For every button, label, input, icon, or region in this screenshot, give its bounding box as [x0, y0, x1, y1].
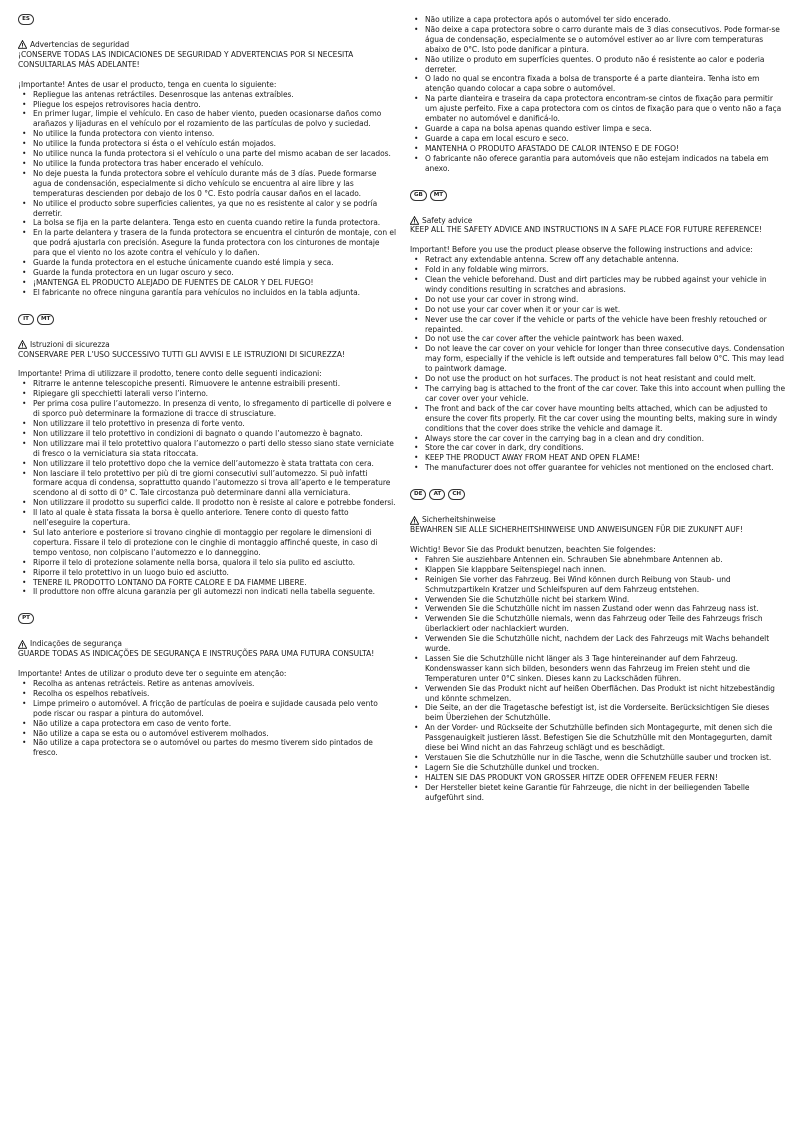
- instruction-list: [410, 255, 787, 473]
- bullet-icon: •: [414, 463, 419, 473]
- list-item: [410, 94, 787, 124]
- list-item-text: Do not use your car cover when it or your car is wet.: [425, 304, 621, 314]
- bullet-icon: •: [414, 554, 419, 564]
- list-item-text: An der Vorder- und Rückseite der Schutzhülle befinden sich Montagegurte, mit denen sich die Passgenauigkeit justieren lässt. Befestigen Sie die Schutzhülle mit den Montagegurten, damit diese bei Wind nicht an das Fahrzeug schlägt und es beschädigt.: [425, 723, 773, 753]
- spacer: [410, 501, 787, 515]
- list-item-text: Guarde a capa em local escuro e seco.: [425, 133, 569, 143]
- bullet-icon: •: [414, 683, 419, 693]
- list-item-text: Não utilize o produto em superfícies quentes. O produto não é resistente ao calor e poderia derreter.: [425, 54, 765, 74]
- list-item: [410, 374, 787, 384]
- list-item: [410, 555, 787, 565]
- section-heading: [18, 340, 396, 350]
- list-item: [410, 265, 787, 275]
- bullet-icon: •: [22, 168, 27, 178]
- list-item-text: Klappen Sie klappbare Seitenspiegel nach innen.: [425, 564, 607, 574]
- bullet-icon: •: [414, 723, 419, 733]
- list-item-text: Repliegue las antenas retráctiles. Desenrosque las antenas extraíbles.: [33, 89, 294, 99]
- bullet-icon: •: [22, 129, 27, 139]
- list-item: [410, 144, 787, 154]
- bullet-icon: •: [414, 772, 419, 782]
- list-item: [410, 344, 787, 374]
- list-item: [410, 384, 787, 404]
- bullet-icon: •: [22, 508, 27, 518]
- list-item-text: No deje puesta la funda protectora sobre el vehículo durante más de 3 días. Puede formarse agua de condensación, especialmente si dicho vehículo se encuentra al aire libre y las temperaturas descienden por debajo de los 0 °C. Esto podría causar daños en el lacado.: [33, 168, 377, 198]
- bullet-icon: •: [414, 143, 419, 153]
- bullet-icon: •: [22, 567, 27, 577]
- bullet-icon: •: [414, 374, 419, 384]
- bullet-icon: •: [414, 133, 419, 143]
- bullet-icon: •: [414, 653, 419, 663]
- bullet-icon: •: [414, 604, 419, 614]
- list-item: [18, 738, 396, 758]
- bullet-icon: •: [414, 782, 419, 792]
- spacer: [18, 298, 396, 314]
- section-subheading: ¡CONSERVE TODAS LAS INDICACIONES DE SEGURIDAD Y ADVERTENCIAS POR SI NECESITA CONSULTARLAS MÁS ADELANTE!: [18, 49, 354, 69]
- list-item-text: Guarde a capa na bolsa apenas quando estiver limpa e seca.: [425, 123, 652, 133]
- list-item-text: Non utilizzare il telo protettivo in condizioni di bagnato o quando l’automezzo è bagnato.: [33, 428, 363, 438]
- list-item: [18, 149, 396, 159]
- language-badge-gb: GB: [410, 190, 427, 201]
- bullet-icon: •: [414, 384, 419, 393]
- warning-triangle-icon: [18, 40, 27, 49]
- list-item-text: En primer lugar, limpie el vehículo. En caso de haber viento, pueden ocasionarse daños como arañazos y lijaduras en el vehículo por el rozamiento de las partículas de polvo y suciedad.: [33, 109, 382, 129]
- list-item-text: Não utilize a capa protectora após o automóvel ter sido encerado.: [425, 15, 671, 24]
- list-item: [18, 689, 396, 699]
- list-item: [18, 109, 396, 129]
- bullet-icon: •: [22, 277, 27, 287]
- left-column: [18, 0, 396, 758]
- bullet-icon: •: [414, 294, 419, 304]
- list-item: [410, 434, 787, 444]
- bullet-icon: •: [414, 762, 419, 772]
- list-item-text: Never use the car cover if the vehicle or parts of the vehicle have been freshly retouched or repainted.: [425, 314, 767, 334]
- section-intro: Importante! Antes de utilizar o produto deve ter o seguinte em atenção:: [18, 669, 287, 679]
- list-item-text: Verwenden Sie die Schutzhülle nicht im nassen Zustand oder wenn das Fahrzeug nass ist.: [425, 604, 759, 614]
- bullet-icon: •: [22, 498, 27, 508]
- list-item-text: Recolha as antenas retrácteis. Retire as antenas amovíveis.: [33, 679, 255, 689]
- list-item-text: No utilice nunca la funda protectora si el vehículo o una parte del mismo acaban de ser lacados.: [33, 149, 391, 159]
- bullet-icon: •: [414, 614, 419, 624]
- warning-triangle-icon: [18, 340, 27, 349]
- list-item-text: Fold in any foldable wing mirrors.: [425, 265, 549, 275]
- list-item: [410, 124, 787, 134]
- bullet-icon: •: [22, 557, 27, 567]
- list-item: [18, 699, 396, 719]
- list-item: [410, 654, 787, 684]
- list-item-text: Verstauen Sie die Schutzhülle nur in die Tasche, wenn die Schutzhülle sauber und trocken ist.: [425, 753, 772, 762]
- section-heading: [410, 216, 787, 226]
- language-badge-ch: CH: [448, 489, 465, 500]
- list-item: [410, 565, 787, 575]
- list-item: [410, 295, 787, 305]
- bullet-icon: •: [22, 698, 27, 708]
- list-item: [410, 275, 787, 295]
- list-item: [410, 604, 787, 614]
- list-item-text: Non utilizzare il prodotto su superfici calde. Il prodotto non è resiste al calore e potrebbe fondersi.: [33, 498, 396, 508]
- list-item-text: Reinigen Sie vorher das Fahrzeug. Bei Wind können durch Reibung von Staub- und Schmutzpartikeln Kratzer und Schleifspuren auf dem Fahrzeug entstehen.: [425, 574, 731, 594]
- list-item: [18, 587, 396, 597]
- bullet-icon: •: [414, 334, 419, 344]
- list-item-text: Verwenden Sie das Produkt nicht auf heißen Oberflächen. Das Produkt ist nicht hitzebeständig und könnte schmelzen.: [425, 683, 775, 703]
- instruction-list: [410, 15, 787, 174]
- list-item-text: Riporre il telo di protezione solamente nella borsa, qualora il telo sia pulito ed asciutto.: [33, 557, 356, 567]
- bullet-icon: •: [22, 109, 27, 119]
- list-item: [410, 463, 787, 473]
- list-item-text: Pliegue los espejos retrovisores hacia dentro.: [33, 99, 201, 109]
- section-heading: [410, 515, 787, 525]
- list-item-text: Lagern Sie die Schutzhülle dunkel und trocken.: [425, 762, 600, 772]
- list-item: [18, 228, 396, 258]
- list-item-text: Retract any extendable antenna. Screw off any detachable antenna.: [425, 255, 679, 265]
- spacer: [18, 659, 396, 669]
- list-item: [410, 703, 787, 723]
- list-item: [18, 278, 396, 288]
- section-intro: Important! Before you use the product please observe the following instructions and advice:: [410, 245, 753, 255]
- list-item-text: Il lato al quale è stata fissata la borsa è quello anteriore. Tenere conto di questo fatto nell’eseguire la copertura.: [33, 508, 349, 528]
- bullet-icon: •: [22, 468, 27, 478]
- warning-triangle-icon: [410, 216, 419, 225]
- list-item: [18, 268, 396, 278]
- bullet-icon: •: [414, 574, 419, 584]
- bullet-icon: •: [22, 198, 27, 208]
- list-item-text: Non utilizzare il telo protettivo dopo che la vernice dell’automezzo è stata trattata con cera.: [33, 458, 374, 468]
- bullet-icon: •: [22, 428, 27, 438]
- bullet-icon: •: [414, 24, 419, 34]
- bullet-icon: •: [22, 458, 27, 468]
- instruction-list: [18, 679, 396, 758]
- warning-triangle-icon: [410, 516, 419, 525]
- language-badge-es: ES: [18, 14, 34, 25]
- spacer: [410, 535, 787, 545]
- section-subheading: KEEP ALL THE SAFETY ADVICE AND INSTRUCTIONS IN A SAFE PLACE FOR FUTURE REFERENCE!: [410, 225, 763, 235]
- section-heading-text: Safety advice: [422, 215, 473, 225]
- bullet-icon: •: [414, 703, 419, 713]
- right-column: [410, 0, 787, 803]
- list-item-text: La bolsa se fija en la parte delantera. Tenga esto en cuenta cuando retire la funda protectora.: [33, 218, 381, 228]
- bullet-icon: •: [22, 267, 27, 277]
- list-item-text: Verwenden Sie die Schutzhülle nicht, nachdem der Lack des Fahrzeugs mit Wachs behandelt wurde.: [425, 634, 770, 654]
- section-intro: ¡Importante! Antes de usar el producto, tenga en cuenta lo siguiente:: [18, 79, 277, 89]
- list-item: [410, 753, 787, 763]
- bullet-icon: •: [414, 94, 419, 104]
- bullet-icon: •: [22, 399, 27, 409]
- list-item-text: No utilice el producto sobre superficies calientes, ya que no es resistente al calor y se podría derretir.: [33, 198, 378, 218]
- bullet-icon: •: [22, 258, 27, 268]
- section-heading: [18, 40, 396, 50]
- list-item-text: Clean the vehicle beforehand. Dust and dirt particles may be rubbed against your vehicle in windy conditions resulting in scratches and abrasions.: [425, 275, 767, 294]
- bullet-icon: •: [414, 634, 419, 644]
- list-item: [410, 315, 787, 335]
- list-item: [410, 634, 787, 654]
- spacer: [18, 625, 396, 639]
- list-item: [410, 404, 787, 434]
- language-badges: [18, 314, 396, 326]
- list-item: [18, 100, 396, 110]
- list-item: [18, 389, 396, 399]
- bullet-icon: •: [414, 403, 419, 413]
- language-badges: [410, 190, 787, 202]
- bullet-icon: •: [414, 123, 419, 133]
- bullet-icon: •: [22, 228, 27, 238]
- list-item-text: Não deixe a capa protectora sobre o carro durante mais de 3 dias consecutivos. Pode formar-se água de condensação, especialmente se o automóvel estiver ao ar livre com temperaturas abaixo de 0°C. Isto pode danificar a pintura.: [425, 24, 780, 54]
- language-badge-pt: PT: [18, 613, 34, 624]
- list-item-text: Always store the car cover in the carrying bag in a clean and dry condition.: [425, 433, 704, 443]
- list-item: [18, 568, 396, 578]
- list-item: [410, 575, 787, 595]
- list-item: [410, 783, 787, 803]
- list-item-text: KEEP THE PRODUCT AWAY FROM HEAT AND OPEN FLAME!: [425, 453, 640, 463]
- list-item: [410, 723, 787, 753]
- list-item: [18, 399, 396, 419]
- bullet-icon: •: [22, 389, 27, 399]
- list-item: [410, 25, 787, 55]
- list-item: [18, 218, 396, 228]
- list-item-text: Guarde la funda protectora en el estuche únicamente cuando esté limpia y seca.: [33, 258, 334, 268]
- bullet-icon: •: [414, 153, 419, 163]
- language-badge-de: DE: [410, 489, 426, 500]
- language-badges: [18, 613, 396, 625]
- list-item-text: Na parte dianteira e traseira da capa protectora encontram-se cintos de fixação para permitir um ajuste perfeito. Fixe a capa protectora com os cintos de fixação para que o vento não a faça embater no automóvel e danificá-lo.: [425, 94, 782, 124]
- list-item: [410, 15, 787, 25]
- list-item: [410, 443, 787, 453]
- bullet-icon: •: [22, 218, 27, 228]
- list-item-text: ¡MANTENGA EL PRODUCTO ALEJADO DE FUENTES DE CALOR Y DEL FUEGO!: [33, 277, 314, 287]
- language-badges: [18, 14, 396, 26]
- bullet-icon: •: [22, 158, 27, 168]
- bullet-icon: •: [414, 753, 419, 762]
- spacer: [18, 359, 396, 369]
- section-intro: Wichtig! Bevor Sie das Produkt benutzen, beachten Sie folgendes:: [410, 544, 656, 554]
- bullet-icon: •: [22, 379, 27, 389]
- list-item: [410, 74, 787, 94]
- list-item-text: Limpe primeiro o automóvel. A fricção de partículas de poeira e sujidade causada pelo vento pode riscar ou raspar a pintura do automóvel.: [33, 698, 378, 718]
- bullet-icon: •: [414, 255, 419, 265]
- list-item: [410, 154, 787, 174]
- list-item-text: MANTENHA O PRODUTO AFASTADO DE CALOR INTENSO E DE FOGO!: [425, 143, 679, 153]
- list-item: [410, 453, 787, 463]
- spacer: [18, 70, 396, 80]
- bullet-icon: •: [414, 443, 419, 453]
- list-item-text: Verwenden Sie die Schutzhülle niemals, wenn das Fahrzeug oder Teile des Fahrzeugs frisch überlackiert oder nachlackiert wurden.: [425, 614, 763, 634]
- bullet-icon: •: [414, 54, 419, 64]
- list-item: [410, 773, 787, 783]
- spacer: [410, 235, 787, 245]
- list-item-text: El fabricante no ofrece ninguna garantía para vehículos no incluidos en la tabla adjunta.: [33, 287, 361, 297]
- list-item: [18, 129, 396, 139]
- list-item: [18, 719, 396, 729]
- language-badge-at: AT: [429, 489, 445, 500]
- list-item: [18, 578, 396, 588]
- list-item: [18, 199, 396, 219]
- list-item-text: Guarde la funda protectora en un lugar oscuro y seco.: [33, 267, 234, 277]
- list-item-text: Do not use the car cover after the vehicle paintwork has been waxed.: [425, 334, 684, 344]
- bullet-icon: •: [22, 679, 27, 689]
- bullet-icon: •: [22, 587, 27, 597]
- list-item-text: Die Seite, an der die Tragetasche befestigt ist, ist die Vorderseite. Berücksichtigen Sie dieses beim Überziehen der Schutzhülle.: [425, 703, 770, 723]
- bullet-icon: •: [22, 139, 27, 149]
- spacer: [18, 597, 396, 613]
- bullet-icon: •: [414, 15, 419, 24]
- list-item: [18, 419, 396, 429]
- spacer: [410, 202, 787, 216]
- list-item: [18, 558, 396, 568]
- section-intro: Importante! Prima di utilizzare il prodotto, tenere conto delle seguenti indicazioni:: [18, 369, 322, 379]
- spacer: [18, 326, 396, 340]
- list-item-text: Recolha os espelhos rebatíveis.: [33, 688, 150, 698]
- list-item-text: Non utilizzare il telo protettivo in presenza di forte vento.: [33, 419, 245, 428]
- list-item-text: No utilice la funda protectora con viento intenso.: [33, 129, 215, 139]
- list-item-text: Fahren Sie ausziehbare Antennen ein. Schrauben Sie abnehmbare Antennen ab.: [425, 554, 723, 564]
- list-item-text: Do not leave the car cover on your vehicle for longer than three consecutive days. Condensation may form, especially if the vehicle is left outside and temperatures fall below 0°C. This may lead to paintwork damage.: [425, 344, 785, 374]
- spacer: [18, 0, 396, 14]
- bullet-icon: •: [414, 304, 419, 314]
- instruction-list: [18, 90, 396, 298]
- list-item-text: Store the car cover in dark, dry conditions.: [425, 443, 584, 453]
- list-item: [18, 90, 396, 100]
- list-item: [410, 255, 787, 265]
- bullet-icon: •: [414, 433, 419, 443]
- bullet-icon: •: [22, 718, 27, 728]
- list-item: [18, 159, 396, 169]
- list-item-text: Não utilize a capa se esta ou o automóvel estiverem molhados.: [33, 728, 269, 738]
- bullet-icon: •: [414, 453, 419, 463]
- bullet-icon: •: [414, 314, 419, 324]
- list-item: [410, 305, 787, 315]
- section-heading-text: Sicherheitshinweise: [422, 515, 496, 525]
- bullet-icon: •: [22, 738, 27, 748]
- list-item-text: The front and back of the car cover have mounting belts attached, which can be adjusted to ensure the cover fits properly. Fit the car cover using the mounting belts, making sure in windy conditions that the cover does strike the vehicle and damage it.: [425, 403, 778, 433]
- bullet-icon: •: [22, 577, 27, 587]
- list-item: [410, 55, 787, 75]
- bullet-icon: •: [22, 728, 27, 738]
- list-item-text: O lado no qual se encontra fixada a bolsa de transporte é a parte dianteira. Tenha isto em atenção quando colocar a capa sobre o automóvel.: [425, 74, 760, 94]
- list-item: [18, 439, 396, 459]
- bullet-icon: •: [22, 419, 27, 428]
- list-item-text: Per prima cosa pulire l’automezzo. In presenza di vento, lo sfregamento di particelle di polvere e di sporco può determinare la formazione di tracce di strusciature.: [33, 399, 392, 419]
- list-item-text: Verwenden Sie die Schutzhülle nicht bei starkem Wind.: [425, 594, 630, 604]
- bullet-icon: •: [22, 89, 27, 99]
- list-item: [18, 169, 396, 199]
- list-item: [18, 288, 396, 298]
- list-item-text: Ripiegare gli specchietti laterali verso l’interno.: [33, 389, 209, 399]
- spacer: [410, 0, 787, 15]
- language-badge-mt: MT: [430, 190, 447, 201]
- bullet-icon: •: [414, 74, 419, 84]
- list-item-text: Sul lato anteriore e posteriore si trovano cinghie di montaggio per regolare le dimensioni di copertura. Fissare il telo di protezione con le cinghie di montaggio affinché queste, in caso di tempo ventoso, non colpiscano l’automezzo e lo danneggino.: [33, 527, 378, 557]
- list-item-text: Não utilize a capa protectora em caso de vento forte.: [33, 718, 232, 728]
- bullet-icon: •: [414, 564, 419, 574]
- list-item: [410, 614, 787, 634]
- list-item: [18, 459, 396, 469]
- bullet-icon: •: [22, 99, 27, 109]
- list-item-text: TENERE IL PRODOTTO LONTANO DA FORTE CALORE E DA FIAMME LIBERE.: [33, 577, 307, 587]
- bullet-icon: •: [22, 438, 27, 448]
- bullet-icon: •: [414, 275, 419, 285]
- language-badge-mt: MT: [37, 314, 54, 325]
- list-item-text: En la parte delantera y trasera de la funda protectora se encuentra el cinturón de montaje, con el que podrá ajustarla con precisión. Asegure la funda protectora con los cinturones de montaje para que el viento no los azote contra el vehículo y lo dañen.: [33, 228, 396, 258]
- list-item-text: Do not use your car cover in strong wind.: [425, 294, 579, 304]
- list-item: [18, 508, 396, 528]
- list-item: [410, 684, 787, 704]
- instruction-list: [410, 555, 787, 803]
- list-item-text: Não utilize a capa protectora se o automóvel ou partes do mesmo tiverem sido pintados de fresco.: [33, 738, 373, 758]
- list-item-text: Riporre il telo protettivo in un luogo buio ed asciutto.: [33, 567, 229, 577]
- list-item: [18, 528, 396, 558]
- list-item-text: Der Hersteller bietet keine Garantie für Fahrzeuge, die nicht in der beiliegenden Tabelle aufgeführt sind.: [425, 782, 750, 802]
- list-item-text: Non lasciare il telo protettivo per più di tre giorni consecutivi sull’automezzo. Si può infatti formare acqua di condensa, soprattutto quando l’automezzo si trova all’aperto e le temperature scendono al di sotto di 0° C. Tale circostanza può determinare danni alla verniciatura.: [33, 468, 391, 498]
- list-item-text: HALTEN SIE DAS PRODUKT VON GROSSER HITZE ODER OFFENEM FEUER FERN!: [425, 772, 718, 782]
- list-item: [18, 469, 396, 499]
- language-badges: [410, 489, 787, 501]
- list-item: [18, 429, 396, 439]
- list-item: [410, 334, 787, 344]
- instruction-list: [18, 379, 396, 597]
- list-item-text: Non utilizzare mai il telo protettivo qualora l’automezzo o parti dello stesso siano state verniciate di fresco o la verniciatura sia stata ritoccata.: [33, 438, 394, 458]
- list-item-text: O fabricante não oferece garantia para automóveis que não estejam indicados na tabela em anexo.: [425, 153, 769, 173]
- list-item-text: The manufacturer does not offer guarantee for vehicles not mentioned on the enclosed chart.: [425, 463, 774, 473]
- list-item-text: No utilice la funda protectora tras haber encerado el vehículo.: [33, 158, 264, 168]
- bullet-icon: •: [414, 594, 419, 604]
- warning-triangle-icon: [18, 640, 27, 649]
- bullet-icon: •: [414, 265, 419, 275]
- section-heading-text: Advertencias de seguridad: [30, 40, 130, 49]
- bullet-icon: •: [22, 287, 27, 297]
- bullet-icon: •: [22, 688, 27, 698]
- spacer: [18, 26, 396, 40]
- list-item-text: Il produttore non offre alcuna garanzia per gli automezzi non indicati nella tabella seguente.: [33, 587, 375, 597]
- list-item-text: No utilice la funda protectora si ésta o el vehículo están mojados.: [33, 139, 276, 149]
- list-item: [18, 379, 396, 389]
- list-item: [410, 595, 787, 605]
- list-item-text: Lassen Sie die Schutzhülle nicht länger als 3 Tage hintereinander auf dem Fahrzeug. Kondenswasser kann sich bilden, besonders wenn das Fahrzeug im Freien steht und die Temperaturen unter 0°C sinken. Dieses kann zu Lackschäden führen.: [425, 653, 750, 683]
- list-item-text: Ritrarre le antenne telescopiche presenti. Rimuovere le antenne estraibili presenti.: [33, 379, 341, 389]
- section-subheading: CONSERVARE PER L’USO SUCCESSIVO TUTTI GLI AVVISI E LE ISTRUZIONI DI SICUREZZA!: [18, 349, 345, 359]
- section-subheading: GUARDE TODAS AS INDICAÇÕES DE SEGURANÇA E INSTRUÇÕES PARA UMA FUTURA CONSULTA!: [18, 649, 375, 659]
- list-item: [18, 498, 396, 508]
- bullet-icon: •: [22, 149, 27, 159]
- list-item: [18, 729, 396, 739]
- language-badge-it: IT: [18, 314, 34, 325]
- list-item-text: The carrying bag is attached to the front of the car cover. Take this into account when pulling the car cover over your vehicle.: [425, 384, 786, 403]
- bullet-icon: •: [414, 344, 419, 354]
- spacer: [410, 174, 787, 190]
- section-heading-text: Istruzioni di sicurezza: [30, 339, 110, 349]
- section-heading: [18, 639, 396, 649]
- list-item: [18, 258, 396, 268]
- bullet-icon: •: [22, 527, 27, 537]
- list-item: [18, 679, 396, 689]
- list-item: [18, 139, 396, 149]
- section-subheading: BEWAHREN SIE ALLE SICHERHEITSHINWEISE UND ANWEISUNGEN FÜR DIE ZUKUNFT AUF!: [410, 525, 743, 535]
- list-item: [410, 134, 787, 144]
- spacer: [410, 473, 787, 489]
- list-item: [410, 763, 787, 773]
- list-item-text: Do not use the product on hot surfaces. The product is not heat resistant and could melt.: [425, 374, 756, 384]
- section-heading-text: Indicações de segurança: [30, 639, 122, 649]
